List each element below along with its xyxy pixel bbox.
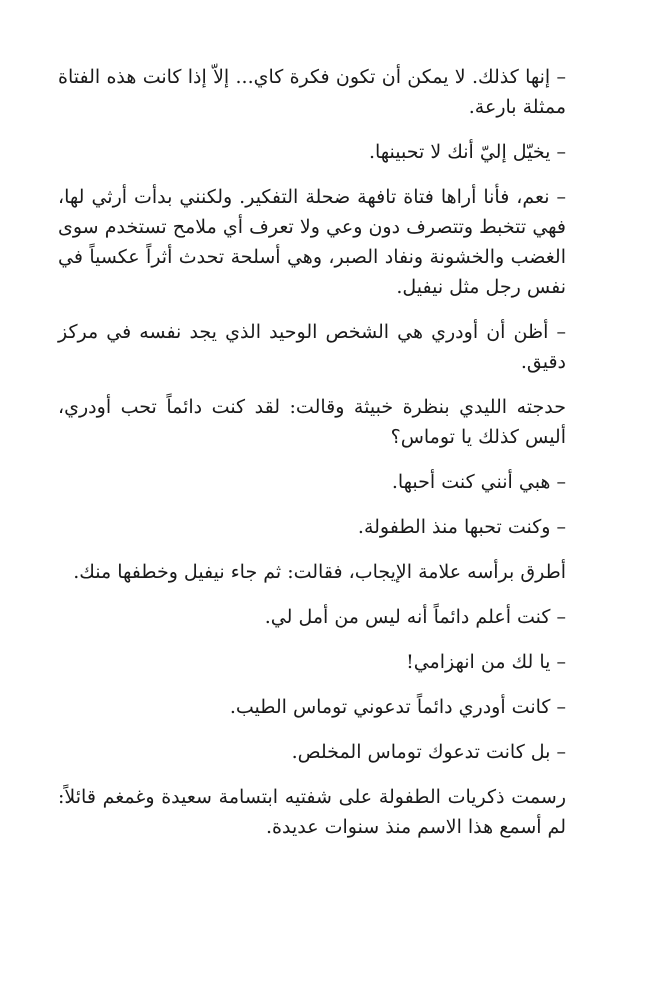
paragraph-8: أطرق برأسه علامة الإيجاب، فقالت: ثم جاء نيفيل وخطفها منك.	[73, 561, 566, 583]
page-body	[58, 62, 588, 857]
paragraph-10: – يا لك من انهزامي!	[406, 651, 566, 673]
paragraph-4: – أظن أن أودري هي الشخص الوحيد الذي يجد نفسه في مركز دقيق.	[58, 321, 566, 373]
paragraph-13: رسمت ذكريات الطفولة على شفتيه ابتسامة سعيدة وغمغم قائلاً: لم أسمع هذا الاسم منذ سنوات عديدة.	[58, 786, 566, 838]
paragraph-1: – إنها كذلك. لا يمكن أن تكون فكرة كاي... إلاّ إذا كانت هذه الفتاة ممثلة بارعة.	[58, 66, 567, 118]
paragraph-3: – نعم، فأنا أراها فتاة تافهة ضحلة التفكير. ولكنني بدأت أرثي لها، فهي تتخبط وتتصرف دون وعي ولا تعرف أي ملامح تستخدم سوى الغضب والخشونة ونفاد الصبر، وهي أسلحة تحدث أثراً عكسياً في نفس رجل مثل نيفيل.	[58, 186, 566, 298]
paragraph-9: – كنت أعلم دائماً أنه ليس من أمل لي.	[264, 606, 566, 628]
paragraph-6: – هبي أنني كنت أحبها.	[391, 471, 566, 493]
paragraph-2: – يخيّل إليّ أنك لا تحبينها.	[368, 141, 566, 163]
paragraph-11: – كانت أودري دائماً تدعوني توماس الطيب.	[229, 696, 566, 718]
paragraph-7: – وكنت تحبها منذ الطفولة.	[357, 516, 566, 538]
paragraph-12: – بل كانت تدعوك توماس المخلص.	[291, 741, 566, 763]
paragraph-5: حدجته الليدي بنظرة خبيثة وقالت: لقد كنت دائماً تحب أودري، أليس كذلك يا توماس؟	[58, 396, 566, 448]
